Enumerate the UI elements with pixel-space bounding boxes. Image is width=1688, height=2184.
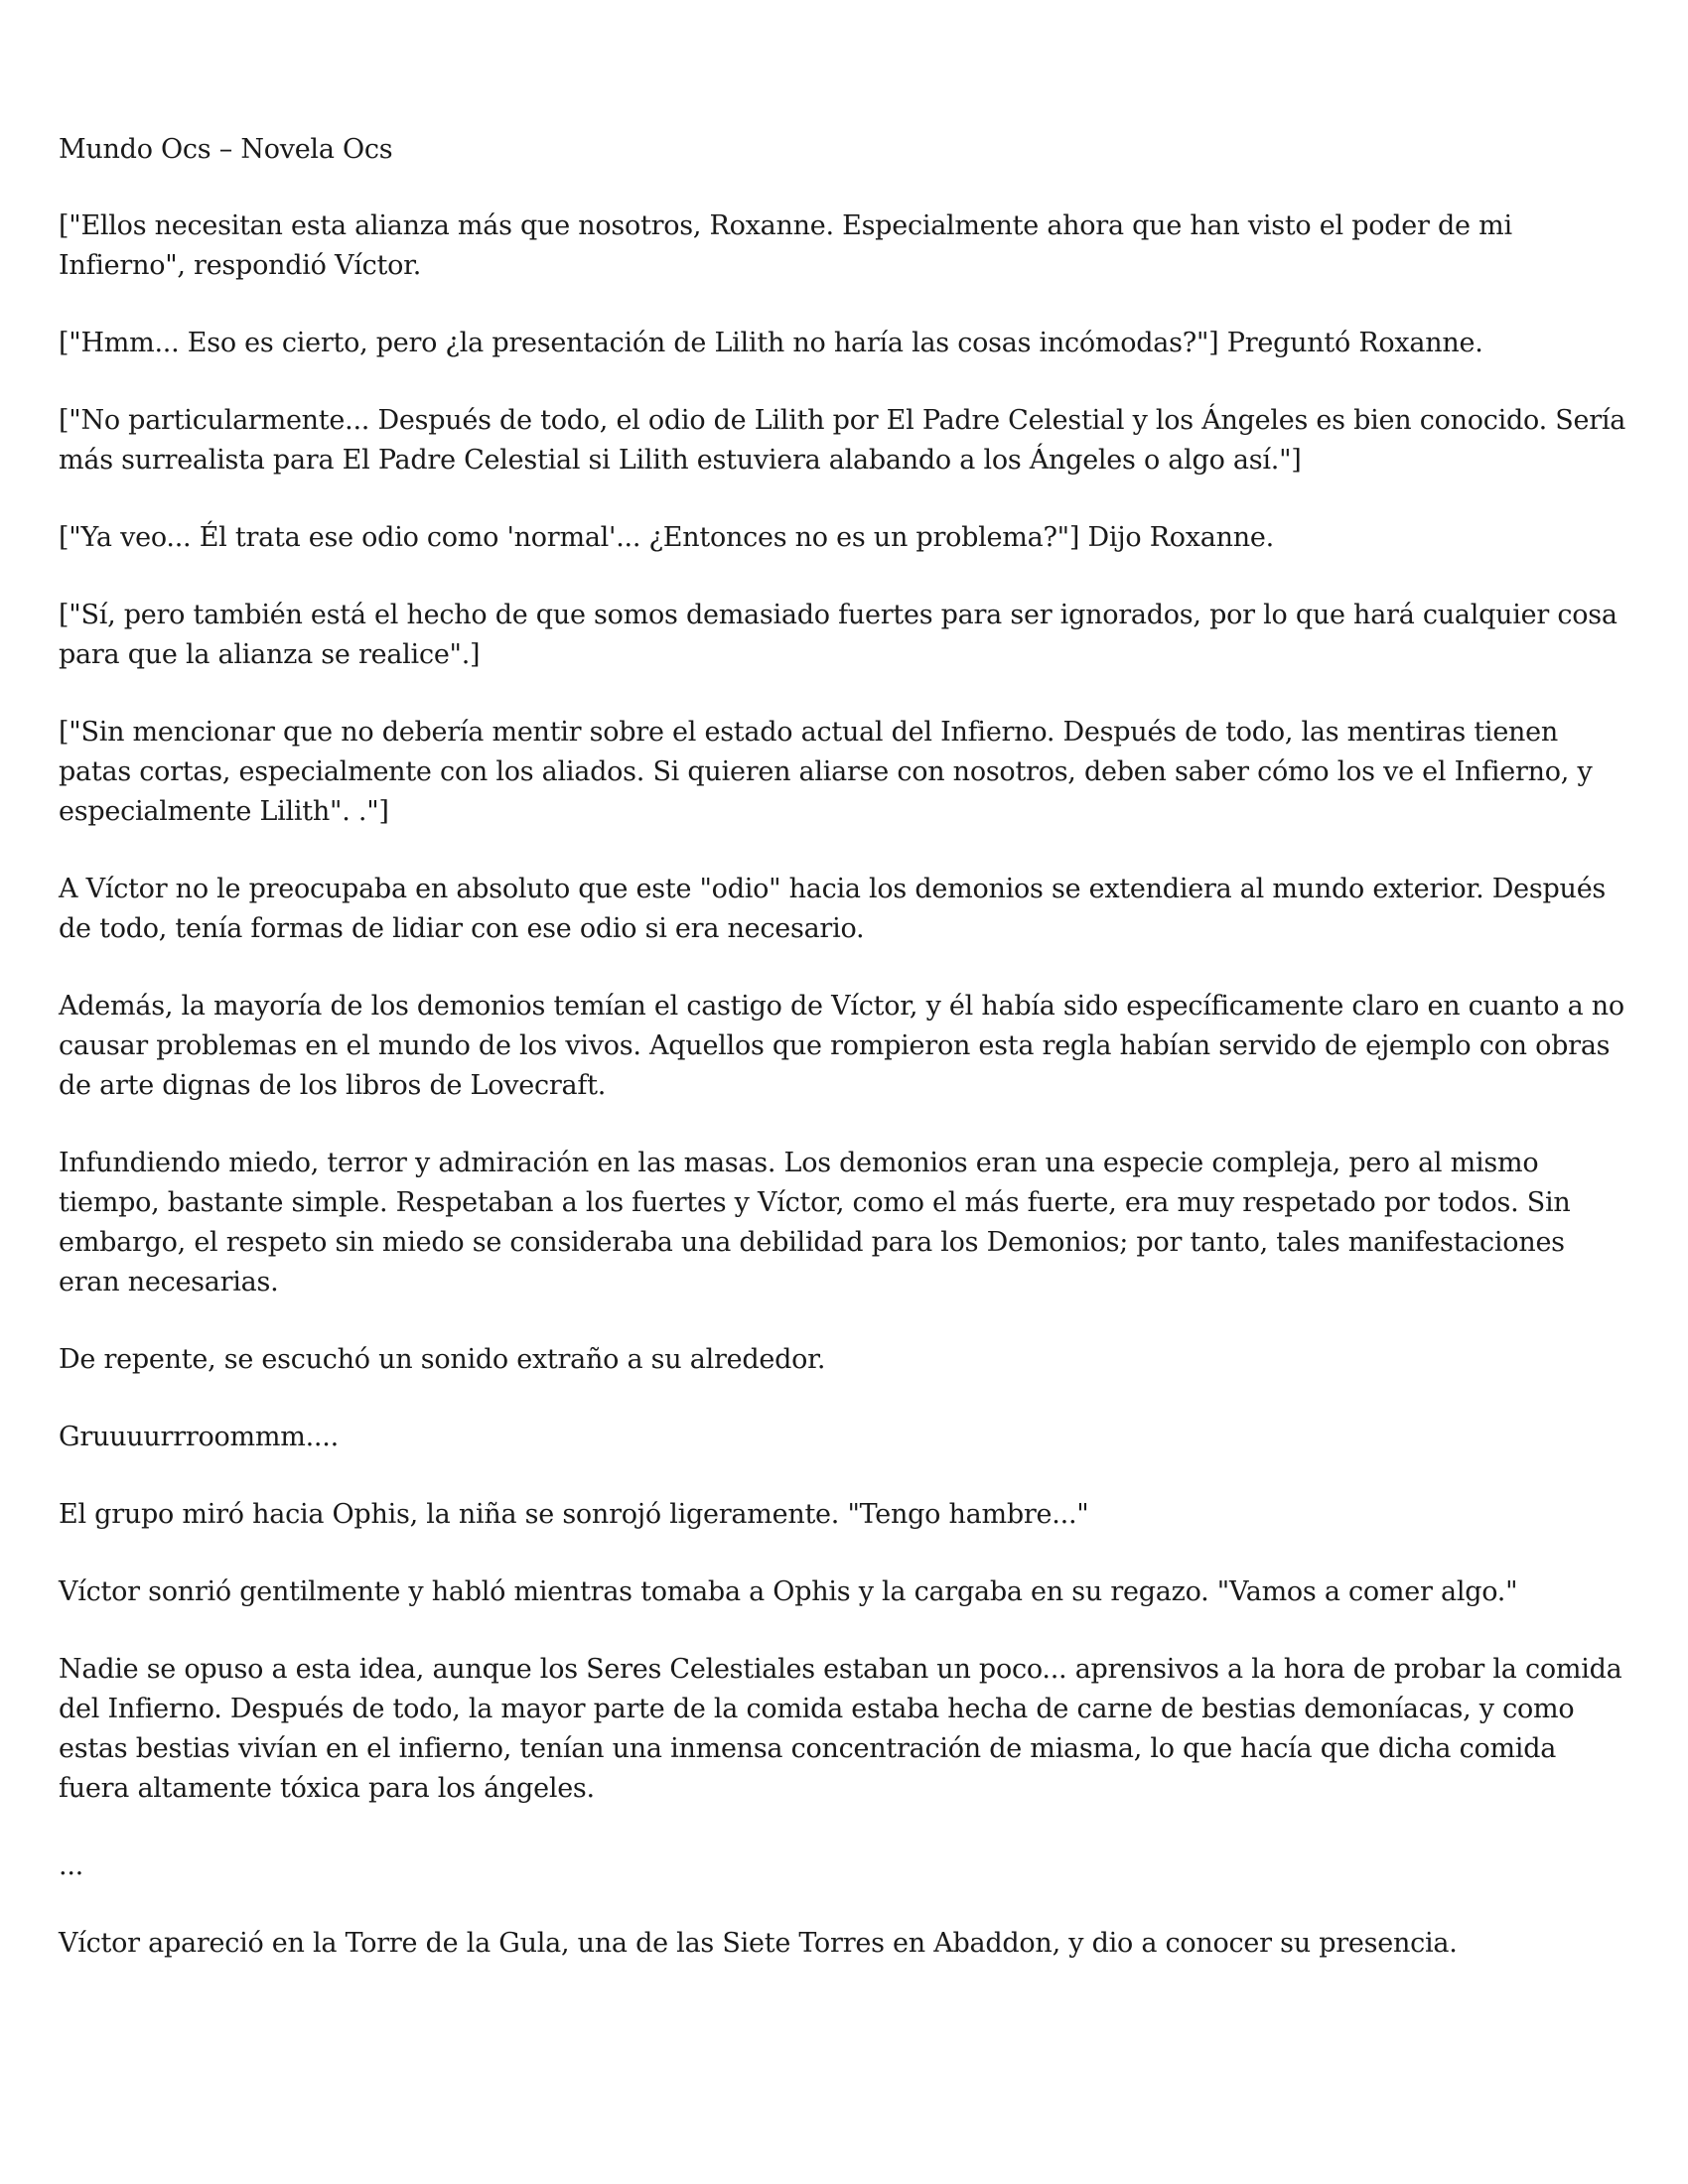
paragraph: ["Sin mencionar que no debería mentir sobre el estado actual del Infierno. Después de todo, las mentiras tienen patas cortas, especialmente con los aliados. Si quieren aliarse con nosotros, deben saber cómo los ve el Infierno, y especialmente Lilith". ."]	[59, 717, 1593, 827]
paragraph: Víctor apareció en la Torre de la Gula, una de las Siete Torres en Abaddon, y dio a conocer su presencia.	[59, 1928, 1458, 1959]
paragraph: De repente, se escuchó un sonido extraño a su alrededor.	[59, 1344, 826, 1375]
paragraph: Infundiendo miedo, terror y admiración en las masas. Los demonios eran una especie compleja, pero al mismo tiempo, bastante simple. Respetaban a los fuertes y Víctor, como el más fuerte, era muy respetado por todos. Sin embargo, el respeto sin miedo se consideraba una debilidad para los Demonios; por tanto, tales manifestaciones eran necesarias.	[59, 1148, 1571, 1297]
paragraph: ["Ellos necesitan esta alianza más que nosotros, Roxanne. Especialmente ahora que han visto el poder de mi Infierno", respondió Víctor.	[59, 210, 1512, 281]
paragraph: Nadie se opuso a esta idea, aunque los Seres Celestiales estaban un poco... aprensivos a la hora de probar la comida del Infierno. Después de todo, la mayor parte de la comida estaba hecha de carne de bestias demoníacas, y como estas bestias vivían en el infierno, tenían una inmensa concentración de miasma, lo que hacía que dicha comida fuera altamente tóxica para los ángeles.	[59, 1654, 1622, 1804]
paragraph: Además, la mayoría de los demonios temían el castigo de Víctor, y él había sido específicamente claro en cuanto a no causar problemas en el mundo de los vivos. Aquellos que rompieron esta regla habían servido de ejemplo con obras de arte dignas de los libros de Lovecraft.	[59, 991, 1624, 1101]
paragraph: ["Sí, pero también está el hecho de que somos demasiado fuertes para ser ignorados, por lo que hará cualquier cosa para que la alianza se realice".]	[59, 600, 1618, 670]
scene-break: ...	[59, 1850, 83, 1881]
paragraph: ["Hmm... Eso es cierto, pero ¿la presentación de Lilith no haría las cosas incómodas?"] Preguntó Roxanne.	[59, 328, 1483, 358]
paragraph: A Víctor no le preocupaba en absoluto que este "odio" hacia los demonios se extendiera al mundo exterior. Después de todo, tenía formas de lidiar con ese odio si era necesario.	[59, 874, 1607, 944]
document-header: Mundo Ocs – Novela Ocs	[59, 134, 393, 165]
paragraph: Gruuuurrroommm....	[59, 1422, 339, 1452]
paragraph: ["No particularmente... Después de todo, el odio de Lilith por El Padre Celestial y los Ángeles es bien conocido. Sería más surrealista para El Padre Celestial si Lilith estuviera alabando a los Ángeles o algo así."]	[59, 405, 1626, 476]
paragraph: El grupo miró hacia Ophis, la niña se sonrojó ligeramente. "Tengo hambre..."	[59, 1499, 1089, 1530]
paragraph: ["Ya veo... Él trata ese odio como 'normal'... ¿Entonces no es un problema?"] Dijo Roxanne.	[59, 522, 1274, 553]
paragraph: Víctor sonrió gentilmente y habló mientras tomaba a Ophis y la cargaba en su regazo. "Vamos a comer algo."	[59, 1576, 1518, 1607]
